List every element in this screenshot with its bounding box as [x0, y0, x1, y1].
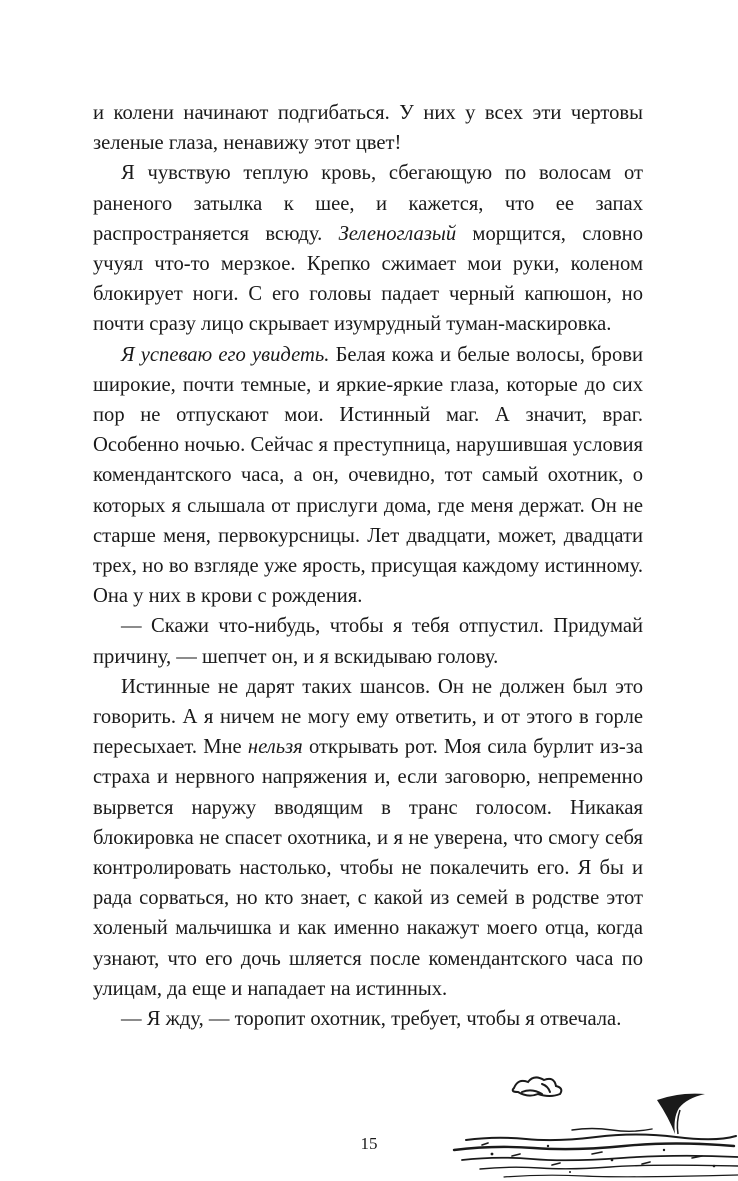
italic-text: Зеленоглазый	[338, 222, 457, 245]
paragraph-text: Белая кожа и белые волосы, брови широкие, почти темные, и яркие-яркие глаза, которые до сих пор не отпускают мои. Истинный маг. А значит, враг. Особенно ночью. Сейчас я преступница, нарушившая условия комендантского часа, а он, очевидно, тот самый охотник, о которых я слышала от прислуги дома, где меня держат. Он не старше меня, первокурсницы. Лет двадцати, может, двадцати трех, но во взгляде уже ярость, присущая каждому истинному. Она у них в крови с рождения.	[93, 343, 643, 608]
paragraph-3	[93, 340, 643, 612]
paragraph-5	[93, 672, 643, 1004]
paragraph-text: открывать рот. Моя сила бурлит из-за страха и нервного напряжения и, если заговорю, непременно вырвется наружу вводящим в транс голосом. Никакая блокировка не спасет охотника, и я не уверена, что смогу себя контролировать настолько, чтобы не покалечить его. Я бы и рада сорваться, но кто знает, с какой из семей в родстве этот холеный мальчишка и как именно накажут моего отца, когда узнают, что его дочь шляется после комендантского часа по улицам, да еще и нападает на истинных.	[93, 736, 643, 1000]
paragraph-text: — Я жду, — торопит охотник, требует, чтобы я отвечала.	[121, 1008, 622, 1031]
paragraph-text: Истинные не дарят таких шансов. Он не должен был это говорить. А я ничем не могу ему ответить, и от этого в горле пересыхает. Мне	[93, 675, 643, 759]
page-body	[93, 98, 643, 1034]
paragraph-1	[93, 98, 643, 158]
paragraph-text: морщится, словно учуял что-то мерзкое. Крепко сжимает мои руки, коленом блокирует ноги. С его головы падает черный капюшон, но почти сразу лицо скрывает изумрудный туман-маскировка.	[93, 222, 643, 336]
paragraph-text: Я чувствую теплую кровь, сбегающую по волосам от раненого затылка к шее, и кажется, что ее запах распространяется всюду.	[93, 162, 643, 245]
italic-text: Я успеваю его увидеть.	[121, 343, 330, 366]
page-number: 15	[360, 1134, 378, 1153]
sea-and-clouds-ornament-icon	[452, 1070, 738, 1181]
paragraph-text: — Скажи что-нибудь, чтобы я тебя отпустил. Придумай причину, — шепчет он, и я вскидываю голову.	[93, 615, 643, 668]
paragraph-text: и колени начинают подгибаться. У них у всех эти чертовы зеленые глаза, ненавижу этот цвет!	[93, 102, 643, 155]
paragraph-2	[93, 158, 643, 339]
paragraph-6	[93, 1004, 643, 1034]
italic-text: нельзя	[247, 736, 303, 759]
paragraph-4	[93, 611, 643, 671]
